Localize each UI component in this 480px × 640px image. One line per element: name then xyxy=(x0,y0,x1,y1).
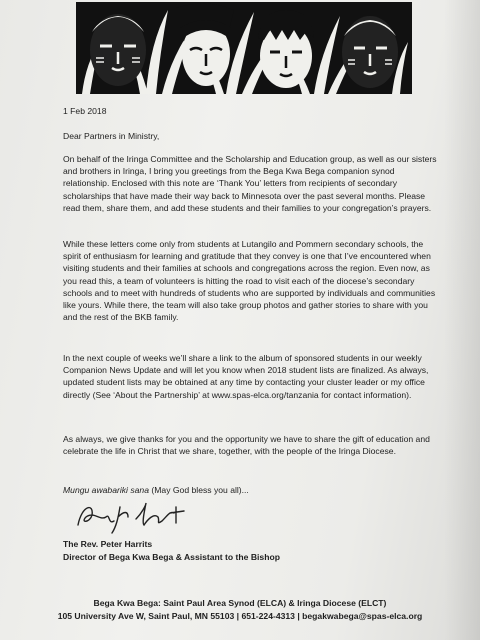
footer-contact: 105 University Ave W, Saint Paul, MN 55103 | 651-224-4313 | begakwabega@spas-elca.org xyxy=(57,611,423,621)
signature-name: The Rev. Peter Harrits xyxy=(63,539,153,549)
footer-organization: Bega Kwa Bega: Saint Paul Area Synod (ELCA) & Iringa Diocese (ELCT) xyxy=(93,598,387,608)
body-paragraph-2: While these letters come only from students at Lutangilo and Pommern secondary schools, the spirit of enthusiasm for learning and gratitude that they convey is one that I’ve encountered when visiting students and their families at schools and congregations across the region. Even now, as you read this, a team of volunteers is hitting the road to visit each of the diocese’s secondary schools and to meet with hundreds of students who are supported by individuals and communities like yours. While there, the team will also take group photos and gather stories to share with you and the rest of the BKB family. xyxy=(63,239,436,323)
handwritten-signature-icon xyxy=(72,499,222,535)
body-paragraph-3: In the next couple of weeks we’ll share a link to the album of sponsored students in our weekly Companion News Update and will let you know when 2018 student lists are finalized. As always, updated student lists may be obtained at any time by contacting your cluster leader or my office directly (See ‘About the Partnership’ at www.spas-elca.org/tanzania for contact information). xyxy=(63,353,429,400)
blessing-english: (May God bless you all)... xyxy=(151,485,249,495)
body-paragraph-4: As always, we give thanks for you and the opportunity we have to share the gift of education and celebrate the life in Christ that we share, together, with the people of the Iringa Diocese. xyxy=(63,434,430,457)
body-paragraph-1: On behalf of the Iringa Committee and the Scholarship and Education group, as well as our sisters and brothers in Iringa, I bring you greetings from the Bega Kwa Bega companion synod relationship. Enclosed with this note are ‘Thank You’ letters from recipients of secondary scholarships that have made their way back to Minnesota over the past several months. Please read them, share them, and add these students and their families to your congregation’s prayers. xyxy=(63,154,437,213)
signature-title: Director of Bega Kwa Bega & Assistant to the Bishop xyxy=(63,552,280,562)
closing-blessing xyxy=(63,484,249,496)
paper-shadow xyxy=(444,0,480,640)
letter-date: 1 Feb 2018 xyxy=(63,106,107,116)
blessing-swahili: Mungu awabariki sana xyxy=(63,485,149,495)
woodcut-faces-icon xyxy=(76,2,412,94)
salutation: Dear Partners in Ministry, xyxy=(63,131,160,141)
